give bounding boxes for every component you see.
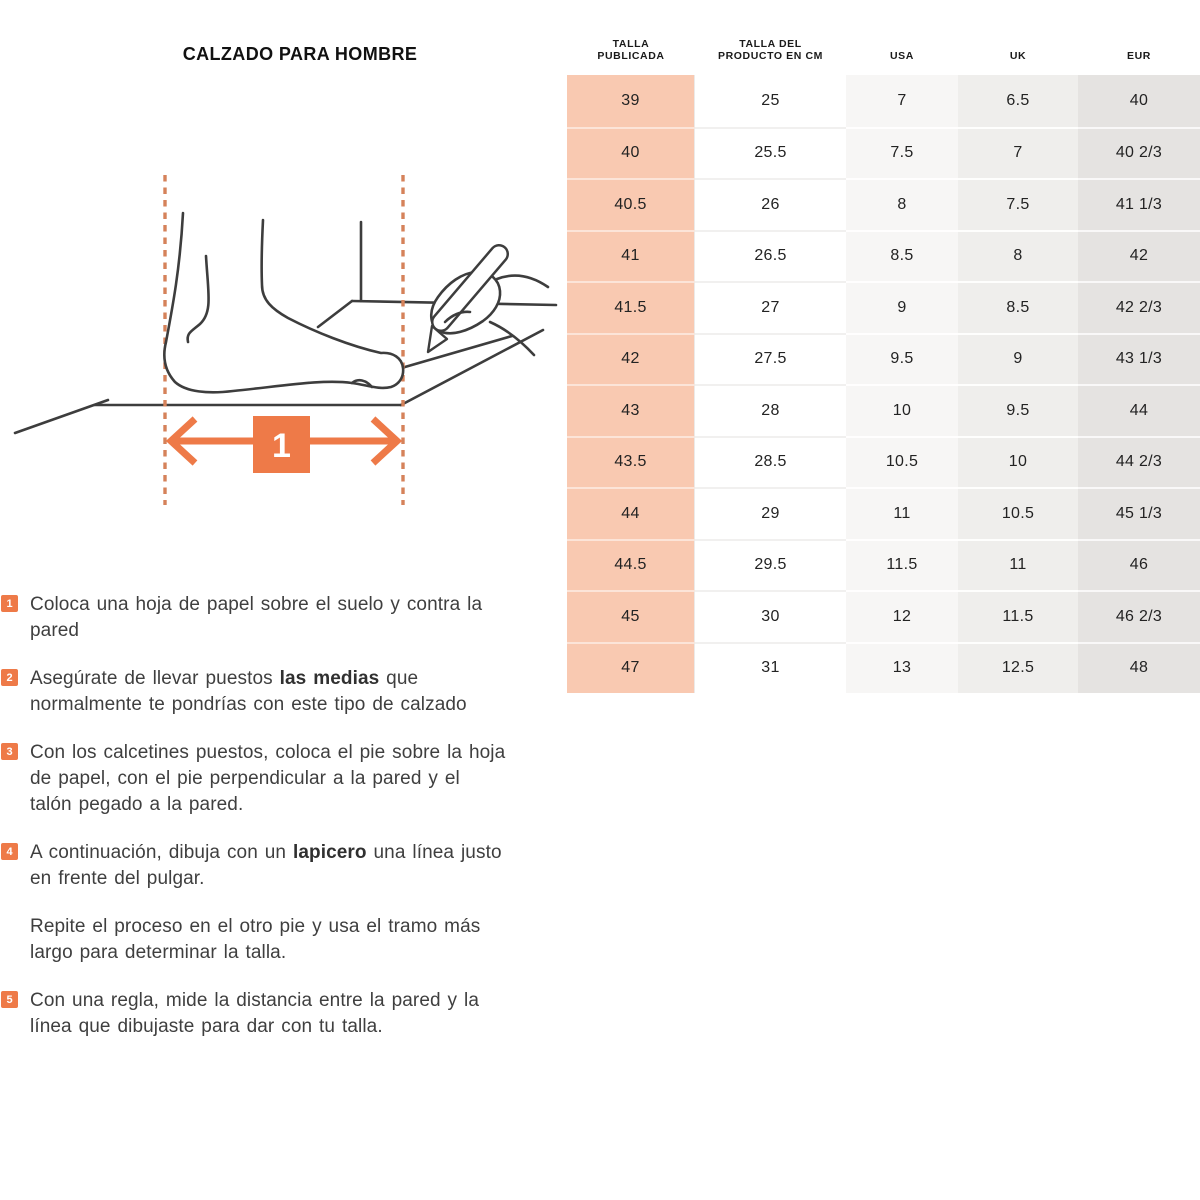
size-cell: 27.5 (695, 333, 846, 385)
size-cell: 39 (567, 75, 695, 127)
size-cell: 10.5 (958, 487, 1078, 539)
size-cell: 7.5 (958, 178, 1078, 230)
size-cell: 43.5 (567, 436, 695, 488)
size-cell: 41.5 (567, 281, 695, 333)
size-cell: 41 (567, 230, 695, 282)
size-cell: 44 (567, 487, 695, 539)
foot-outline (164, 213, 403, 392)
size-cell: 11.5 (846, 539, 958, 591)
size-cell: 44 2/3 (1078, 436, 1200, 488)
size-cell: 42 (567, 333, 695, 385)
instruction-text-line: Repite el proceso en el otro pie y usa el tramo más (30, 916, 481, 937)
size-cell: 44.5 (567, 539, 695, 591)
size-cell: 28.5 (695, 436, 846, 488)
instruction-text-line: normalmente te pondrías con este tipo de calzado (30, 694, 467, 715)
instruction-text-line: Con los calcetines puestos, coloca el pie sobre la hoja (30, 742, 506, 763)
size-cell: 45 1/3 (1078, 487, 1200, 539)
step-number-badge: 5 (1, 991, 18, 1008)
size-cell: 40 (567, 127, 695, 179)
instruction-item (1, 988, 586, 1040)
size-cell: 46 (1078, 539, 1200, 591)
column-header: USA (846, 0, 958, 75)
instruction-item (1, 840, 586, 892)
size-cell: 13 (846, 642, 958, 694)
size-cell: 8 (846, 178, 958, 230)
size-cell: 9 (958, 333, 1078, 385)
instruction-item (1, 666, 586, 718)
size-cell: 42 2/3 (1078, 281, 1200, 333)
size-cell: 9.5 (846, 333, 958, 385)
size-cell: 46 2/3 (1078, 590, 1200, 642)
instruction-text-line: Con una regla, mide la distancia entre la pared y la (30, 990, 480, 1011)
column-header: EUR (1078, 0, 1200, 75)
size-cell: 10 (958, 436, 1078, 488)
instruction-text-line: pared (30, 620, 80, 641)
size-cell: 29 (695, 487, 846, 539)
size-cell: 9.5 (958, 384, 1078, 436)
instruction-text-line: de papel, con el pie perpendicular a la pared y el (30, 768, 460, 789)
size-cell: 7.5 (846, 127, 958, 179)
size-cell: 9 (846, 281, 958, 333)
size-cell: 10.5 (846, 436, 958, 488)
size-cell: 10 (846, 384, 958, 436)
size-cell: 8 (958, 230, 1078, 282)
size-cell: 43 1/3 (1078, 333, 1200, 385)
column-header: TALLA PUBLICADA (567, 0, 695, 75)
step-1-marker-label: 1 (272, 427, 291, 465)
size-cell: 6.5 (958, 75, 1078, 127)
instruction-text-line: largo para determinar la talla. (30, 942, 287, 963)
size-cell: 11 (846, 487, 958, 539)
size-cell: 47 (567, 642, 695, 694)
column-header: UK (958, 0, 1078, 75)
size-cell: 8.5 (846, 230, 958, 282)
step-number-badge: 1 (1, 595, 18, 612)
size-cell: 29.5 (695, 539, 846, 591)
size-cell: 40 (1078, 75, 1200, 127)
size-table (567, 0, 1200, 693)
size-cell: 43 (567, 384, 695, 436)
size-cell: 40 2/3 (1078, 127, 1200, 179)
size-cell: 27 (695, 281, 846, 333)
instruction-text-line: A continuación, dibuja con un lapicero una línea justo (30, 842, 502, 863)
size-cell: 44 (1078, 384, 1200, 436)
size-cell: 11 (958, 539, 1078, 591)
instruction-item (1, 592, 586, 644)
size-cell: 30 (695, 590, 846, 642)
size-cell: 12 (846, 590, 958, 642)
size-cell: 8.5 (958, 281, 1078, 333)
size-cell: 31 (695, 642, 846, 694)
instruction-text-line: talón pegado a la pared. (30, 794, 244, 815)
foot-measurement-illustration (0, 140, 560, 520)
size-cell: 40.5 (567, 178, 695, 230)
size-cell: 7 (846, 75, 958, 127)
size-cell: 25.5 (695, 127, 846, 179)
instructions-list (1, 592, 586, 1062)
page-title: CALZADO PARA HOMBRE (182, 44, 418, 64)
instruction-text-line: Coloca una hoja de papel sobre el suelo y contra la (30, 594, 483, 615)
instruction-text-line: en frente del pulgar. (30, 868, 205, 889)
size-cell: 26 (695, 178, 846, 230)
step-number-badge: 3 (1, 743, 18, 760)
size-cell: 25 (695, 75, 846, 127)
step-1-marker (253, 416, 310, 473)
instruction-item (1, 914, 586, 966)
size-cell: 7 (958, 127, 1078, 179)
size-cell: 28 (695, 384, 846, 436)
size-cell: 11.5 (958, 590, 1078, 642)
size-cell: 48 (1078, 642, 1200, 694)
instruction-text-line: línea que dibujaste para dar con tu talla. (30, 1016, 383, 1037)
column-header: TALLA DEL PRODUCTO EN CM (695, 0, 846, 75)
size-cell: 41 1/3 (1078, 178, 1200, 230)
size-cell: 12.5 (958, 642, 1078, 694)
size-cell: 26.5 (695, 230, 846, 282)
instruction-item (1, 740, 586, 818)
size-cell: 42 (1078, 230, 1200, 282)
step-number-badge: 2 (1, 669, 18, 686)
step-number-badge: 4 (1, 843, 18, 860)
instruction-text-line: Asegúrate de llevar puestos las medias que (30, 668, 419, 689)
size-cell: 45 (567, 590, 695, 642)
